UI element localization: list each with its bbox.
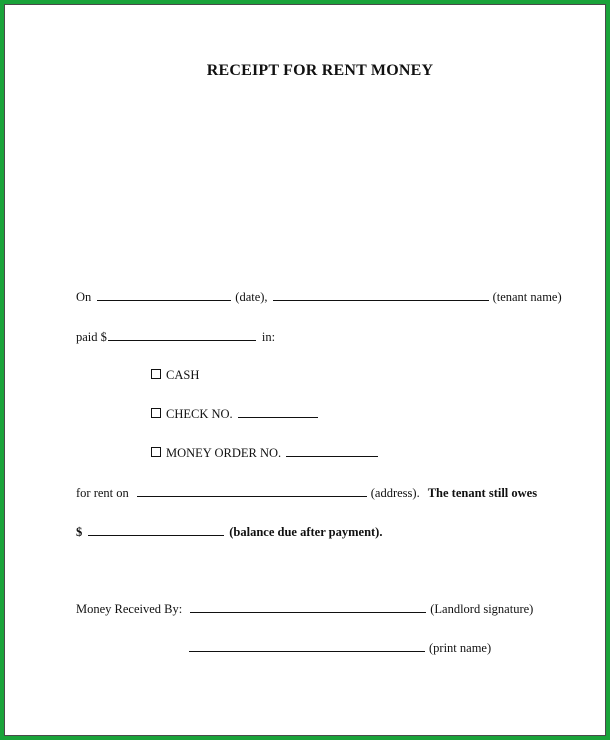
on-label: On	[76, 290, 92, 304]
paid-amount-line	[76, 329, 275, 345]
check-checkbox[interactable]	[151, 408, 161, 418]
money-order-checkbox[interactable]	[151, 447, 161, 457]
dollar-sign: $	[76, 525, 83, 539]
balance-label: (balance due after payment).	[229, 525, 383, 539]
landlord-signature-line	[76, 601, 533, 617]
date-field[interactable]	[97, 289, 231, 301]
tenant-name-field[interactable]	[273, 289, 489, 301]
balance-field[interactable]	[88, 524, 224, 536]
document-title: RECEIPT FOR RENT MONEY	[206, 62, 434, 79]
check-number-field[interactable]	[238, 406, 318, 418]
check-option[interactable]	[151, 406, 322, 422]
date-label: (date),	[235, 290, 268, 304]
money-order-label: MONEY ORDER NO.	[166, 446, 282, 460]
address-label: (address).	[370, 486, 420, 500]
balance-line	[76, 524, 382, 540]
cash-label: CASH	[166, 368, 200, 382]
money-order-option[interactable]	[151, 445, 382, 461]
date-tenant-line	[76, 289, 562, 305]
print-name-line	[185, 640, 491, 656]
address-line	[76, 485, 537, 501]
tenant-name-label: (tenant name)	[492, 290, 562, 304]
print-name-field[interactable]	[189, 640, 425, 652]
money-order-number-field[interactable]	[286, 445, 378, 457]
paid-amount-field[interactable]	[108, 329, 256, 341]
address-field[interactable]	[137, 485, 367, 497]
received-by-label: Money Received By:	[76, 602, 183, 616]
check-label: CHECK NO.	[166, 407, 233, 421]
paid-label: paid $	[76, 330, 107, 344]
cash-option[interactable]	[151, 368, 199, 383]
for-rent-on-label: for rent on	[76, 486, 129, 500]
print-name-label: (print name)	[429, 641, 492, 655]
tenant-owes-label: The tenant still owes	[427, 486, 538, 500]
cash-checkbox[interactable]	[151, 369, 161, 379]
landlord-signature-field[interactable]	[190, 601, 426, 613]
landlord-signature-label: (Landlord signature)	[430, 602, 534, 616]
in-label: in:	[261, 330, 276, 344]
